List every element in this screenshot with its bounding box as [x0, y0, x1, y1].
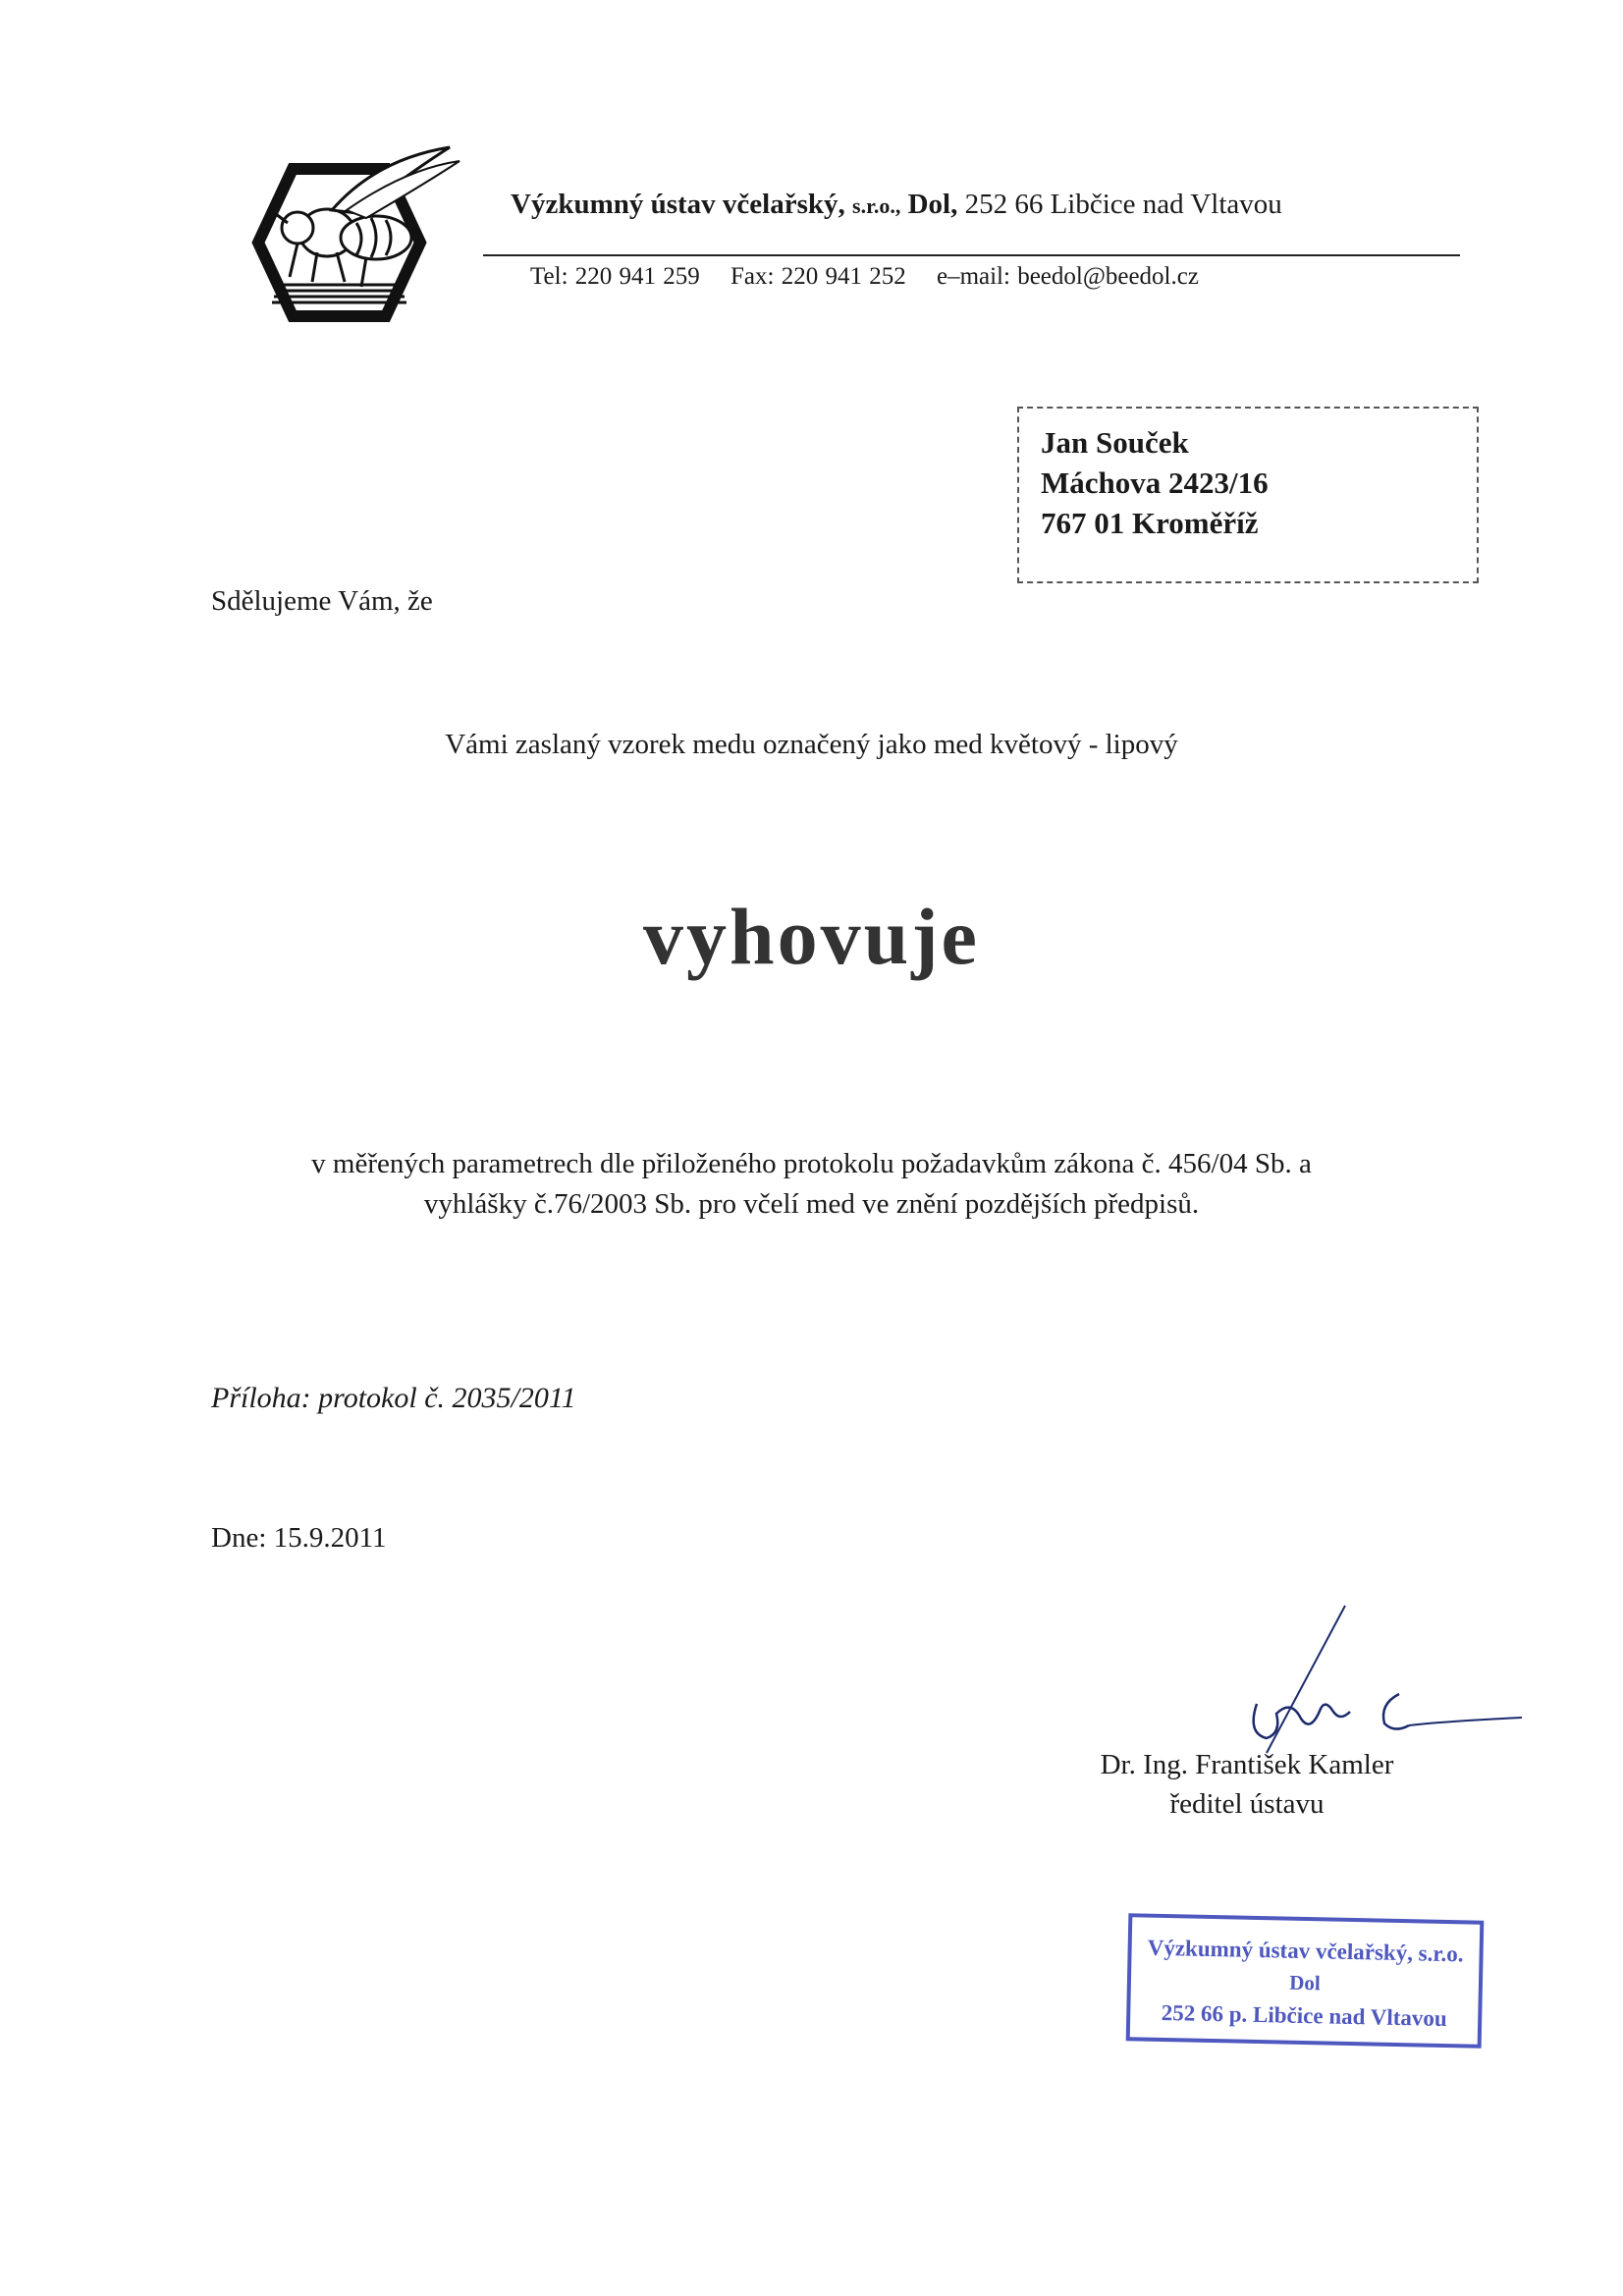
stamp-line-2: Dol [1288, 1970, 1321, 1995]
contact-line [530, 263, 1222, 291]
org-place: Dol, [907, 189, 958, 220]
recipient-address-box [1017, 407, 1479, 583]
compliance-line-1: v měřených parametrech dle přiloženého protokolu požadavkům zákona č. 456/04 Sb. a [311, 1148, 1312, 1179]
org-name: Výzkumný ústav včelařský, [511, 189, 845, 220]
org-form: s.r.o., [852, 193, 901, 218]
recipient-street: Máchova 2423/16 [1041, 465, 1269, 500]
recipient-city: 767 01 Kroměříž [1041, 506, 1259, 540]
org-address: 252 66 Libčice nad Vltavou [964, 189, 1282, 220]
recipient-name: Jan Souček [1041, 425, 1189, 460]
signatory-name: Dr. Ing. František Kamler [1100, 1749, 1394, 1780]
tel: Tel: 220 941 259 [530, 263, 700, 290]
stamp-line-1: Výzkumný ústav včelařský, s.r.o. [1147, 1935, 1464, 1967]
greeting: Sdělujeme Vám, že [211, 585, 433, 617]
sample-statement: Vámi zaslaný vzorek medu označený jako med květový - lipový [445, 729, 1178, 760]
bee-hexagon-logo-icon [239, 139, 464, 346]
attachment-note: Příloha: protokol č. 2035/2011 [211, 1382, 576, 1414]
institution-stamp [1126, 1913, 1485, 2049]
header-divider [483, 254, 1460, 256]
compliance-statement [0, 1144, 1623, 1225]
organization-header [511, 189, 1282, 221]
handwritten-signature-icon [1208, 1596, 1522, 1763]
stamp-line-3: 252 66 p. Libčice nad Vltavou [1161, 1999, 1447, 2032]
date: Dne: 15.9.2011 [211, 1522, 387, 1554]
signatory-title: ředitel ústavu [1169, 1788, 1325, 1820]
email: e–mail: beedol@beedol.cz [936, 263, 1199, 290]
signatory [1001, 1745, 1492, 1824]
verdict: vyhovuje [643, 892, 980, 981]
compliance-line-2: vyhlášky č.76/2003 Sb. pro včelí med ve znění pozdějších předpisů. [423, 1188, 1200, 1220]
fax: Fax: 220 941 252 [730, 263, 906, 290]
